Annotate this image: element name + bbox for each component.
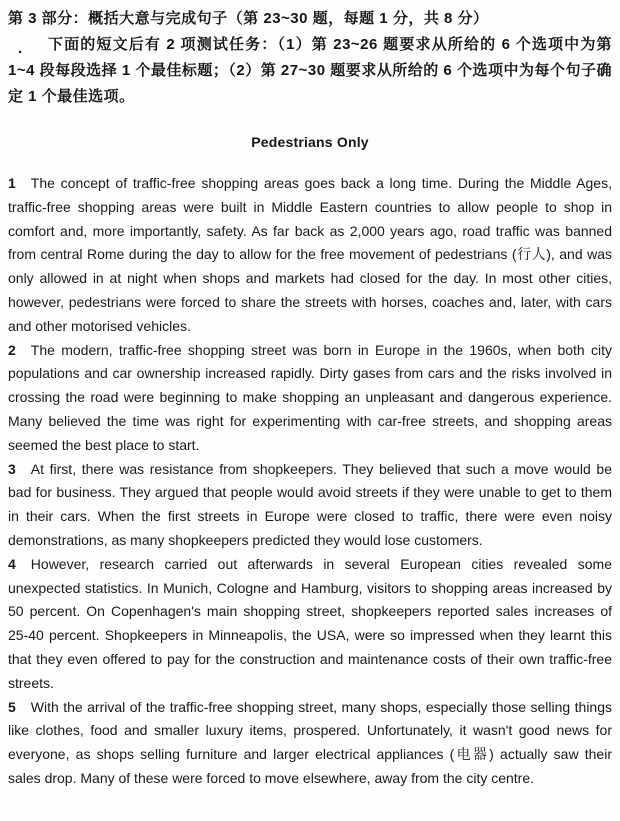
paragraph-text: With the arrival of the traffic-free shopping street, many shops, especially those selling things like clothes, food and smaller luxury items, prospered. Unfortunately, it wasn't good news for everyone, as shops selling furniture and larger electrical appliances (电器) actually saw their sales drop. Many of these were forced to move elsewhere, away from the city centre. [8, 698, 612, 786]
paragraph-number: 1 [8, 175, 16, 191]
article-title: Pedestrians Only [251, 134, 369, 150]
article-paragraph-5 [8, 696, 612, 791]
instructions-text: 下面的短文后有 2 项测试任务：（1）第 23~26 题要求从所给的 6 个选项中为第 1~4 段每段选择 1 个最佳标题；（2）第 27~30 题要求从所给的 6 个选项中为每个句子确定 1 个最佳选项。 [8, 36, 612, 105]
section-heading: 第 3 部分：概括大意与完成句子（第 23~30 题，每题 1 分，共 8 分） [8, 10, 489, 27]
paragraph-text: However, research carried out afterwards in several European cities revealed some unexpected statistics. In Munich, Cologne and Hamburg, visitors to shopping areas increased by 50 percent. On Copenhagen's main shopping street, shopkeepers reported sales increases of 25-40 percent. Shopkeepers in Minneapolis, the USA, were so impressed when they learnt this that they even offered to pay for the construction and maintenance costs of their own traffic-free streets. [8, 555, 612, 691]
paragraph-number: 5 [8, 698, 16, 715]
paragraph-text: The concept of traffic-free shopping areas goes back a long time. During the Middle Ages, traffic-free shopping areas were built in Middle Eastern countries to allow people to shop in comfort and, more importantly, safety. As far back as 2,000 years ago, road traffic was banned from central Rome during the day to allow for the free movement of pedestrians (行人), and was only allowed in at night when shops and markets had closed for the day. In most other cities, however, pedestrians were forced to share the streets with horses, coaches and, later, with cars and other motorised vehicles. [8, 175, 612, 334]
article-paragraph-1 [8, 172, 612, 339]
article-paragraph-3 [8, 458, 612, 553]
article-paragraph-4 [8, 553, 612, 696]
paragraph-number: 3 [8, 460, 16, 477]
article-paragraph-2 [8, 339, 612, 458]
paragraph-number: 2 [8, 341, 16, 358]
article-body [8, 172, 612, 791]
scan-stray-dot: . [18, 40, 23, 57]
paragraph-number: 4 [8, 555, 16, 572]
instructions-paragraph [8, 32, 612, 110]
paragraph-text: The modern, traffic-free shopping street was born in Europe in the 1960s, when both city populations and car ownership increased rapidly. Dirty gases from cars and the risks involved in crossing the road were beginning to make shopping an unpleasant and dangerous experience. Many believed the time was right for experimenting with car-free streets, and shopping areas seemed the best place to start. [8, 341, 612, 453]
paragraph-text: At first, there was resistance from shopkeepers. They believed that such a move would be bad for business. They argued that people would avoid streets if they were unable to get to them in their cars. When the first streets in Europe were closed to traffic, there were even noisy demonstrations, as many shopkeepers predicted they would lose customers. [8, 460, 612, 548]
